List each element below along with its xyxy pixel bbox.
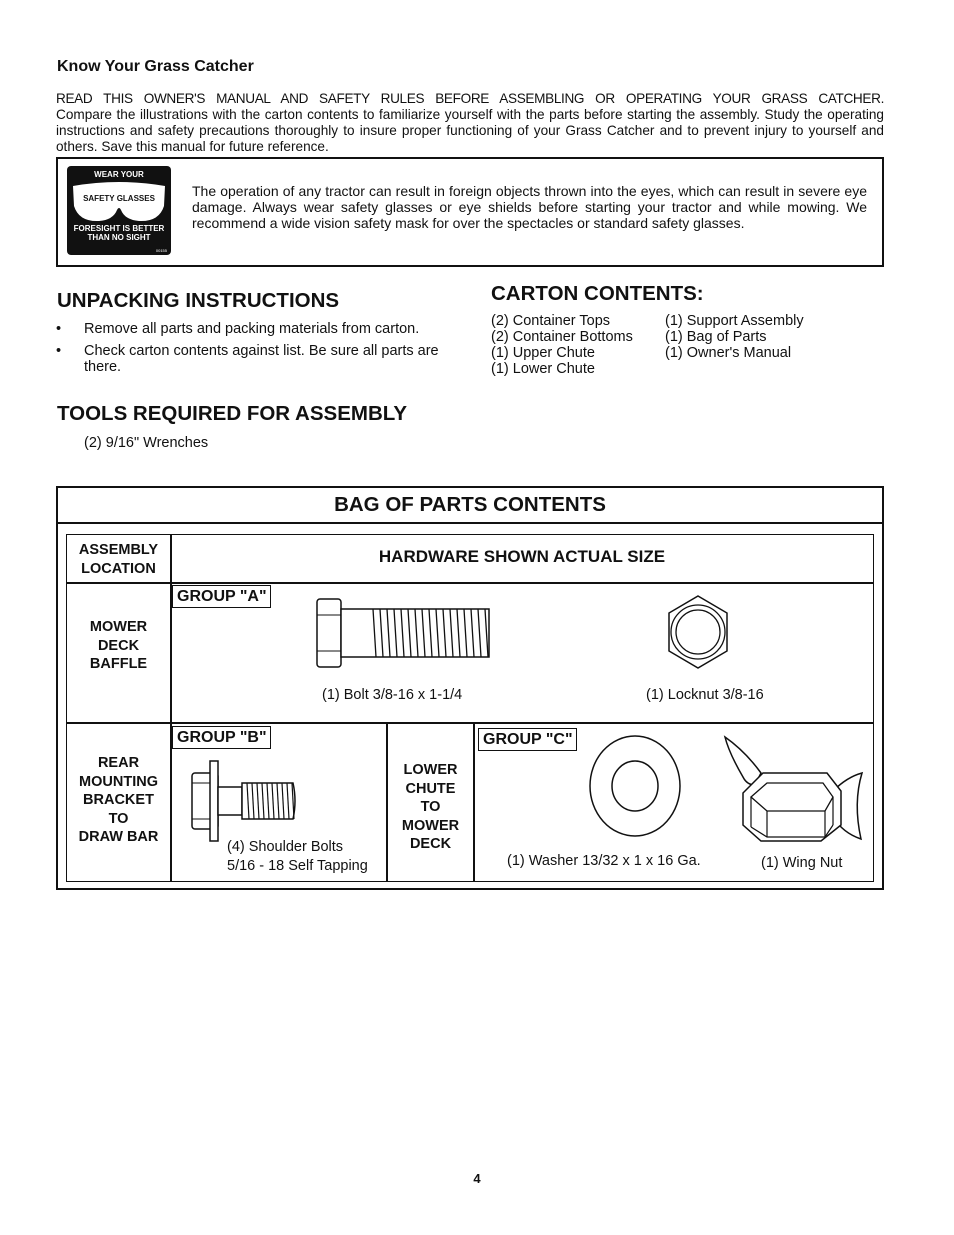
- parts-table: [66, 534, 874, 882]
- group-c-label: GROUP "C": [478, 728, 577, 751]
- assembly-location-header: [67, 541, 170, 578]
- unpacking-list: [56, 321, 456, 381]
- list-item: (1) Upper Chute: [491, 345, 595, 361]
- list-item: (1) Bag of Parts: [665, 329, 767, 345]
- location-line: DRAW BAR: [78, 829, 159, 845]
- location-line: CHUTE: [405, 780, 456, 797]
- badge-mid-text: SAFETY GLASSES: [83, 194, 155, 203]
- section-title-know-your-grass-catcher: Know Your Grass Catcher: [57, 58, 254, 75]
- tools-item: (2) 9/16" Wrenches: [84, 435, 209, 451]
- bag-of-parts-box: [56, 486, 884, 890]
- carton-contents-title: CARTON CONTENTS:: [491, 282, 704, 305]
- bullet-icon: •: [56, 343, 62, 359]
- safety-glasses-badge: [67, 166, 171, 255]
- row2b-location: [388, 761, 473, 854]
- header-line: LOCATION: [81, 560, 156, 577]
- intro-caps-line: READ THIS OWNER'S MANUAL AND SAFETY RULES BEFORE ASSEMBLING OR OPERATING YOUR GRASS CATCHER.: [56, 91, 884, 106]
- location-line: DECK: [409, 836, 452, 852]
- safety-warning-box: [56, 157, 884, 267]
- header-line: ASSEMBLY: [78, 542, 159, 558]
- group-a-label: GROUP "A": [172, 585, 271, 608]
- location-line: TO: [420, 799, 441, 815]
- list-item: (2) Container Tops: [491, 313, 611, 329]
- warning-text: The operation of any tractor can result in foreign objects thrown into the eyes, which can result in severe eye damage. Always wear safety glasses or eye shields before starting your tractor and while mowing. We recommend a wide vision safety mask for over the spectacles or standard safety glasses.: [192, 183, 867, 231]
- location-line: TO: [108, 810, 129, 827]
- intro-paragraph: [56, 91, 884, 155]
- list-item: (1) Lower Chute: [491, 361, 595, 377]
- list-item-text: Check carton contents against list. Be sure all parts are there.: [84, 343, 439, 375]
- locknut-caption: (1) Locknut 3/8-16: [646, 687, 764, 703]
- badge-code: 00155: [155, 248, 167, 253]
- badge-top-text: WEAR YOUR: [94, 170, 144, 179]
- washer-caption: (1) Washer 13/32 x 1 x 16 Ga.: [507, 853, 701, 869]
- wing-nut-caption: (1) Wing Nut: [761, 855, 843, 871]
- row1-location: [67, 618, 170, 674]
- bullet-icon: •: [56, 321, 62, 337]
- location-line: LOWER: [403, 762, 458, 778]
- carton-col-2: [665, 313, 804, 361]
- list-item: [56, 321, 456, 337]
- badge-bottom-line-2: THAN NO SIGHT: [87, 233, 151, 242]
- list-item-text: Remove all parts and packing materials from carton.: [84, 321, 420, 337]
- row2-location: [67, 754, 170, 847]
- shoulder-bolt-caption-1: (4) Shoulder Bolts: [227, 839, 344, 855]
- unpacking-title: UNPACKING INSTRUCTIONS: [57, 289, 340, 312]
- location-line: REAR: [97, 755, 140, 771]
- intro-body: Compare the illustrations with the carton contents to familiarize yourself with the parts before starting the assembly. Study the operating instructions and safety precautions thoroughly to insure proper functioning of your Grass Catcher and to prevent injury to yourself and others. Save this manual for future reference.: [56, 107, 884, 154]
- location-line: BRACKET: [83, 792, 154, 808]
- page-number: 4: [473, 1171, 481, 1186]
- list-item: (2) Container Bottoms: [491, 329, 633, 345]
- locknut-icon: [663, 593, 733, 673]
- bag-of-parts-title: BAG OF PARTS CONTENTS: [334, 493, 606, 516]
- wing-nut-icon: [721, 733, 866, 845]
- badge-bottom-line-1: FORESIGHT IS BETTER: [73, 224, 165, 233]
- bag-title-row: [58, 488, 882, 524]
- list-item: [56, 343, 456, 375]
- badge-bottom-text: [67, 224, 171, 242]
- location-line: MOWER: [401, 817, 460, 834]
- carton-col-1: [491, 313, 633, 377]
- location-line: DECK: [97, 637, 140, 654]
- bolt-icon: [313, 595, 493, 675]
- list-item: (1) Support Assembly: [665, 313, 804, 329]
- bolt-caption: (1) Bolt 3/8-16 x 1-1/4: [322, 687, 463, 703]
- tools-title: TOOLS REQUIRED FOR ASSEMBLY: [57, 402, 408, 425]
- hardware-header: HARDWARE SHOWN ACTUAL SIZE: [378, 547, 666, 566]
- shoulder-bolt-icon: [189, 759, 301, 843]
- washer-icon: [587, 731, 683, 837]
- list-item: (1) Owner's Manual: [665, 345, 792, 361]
- location-line: MOWER: [89, 619, 148, 635]
- location-line: MOUNTING: [79, 773, 158, 790]
- group-b-label: GROUP "B": [172, 726, 271, 749]
- shoulder-bolt-caption-2: 5/16 - 18 Self Tapping: [227, 858, 368, 874]
- location-line: BAFFLE: [89, 656, 148, 672]
